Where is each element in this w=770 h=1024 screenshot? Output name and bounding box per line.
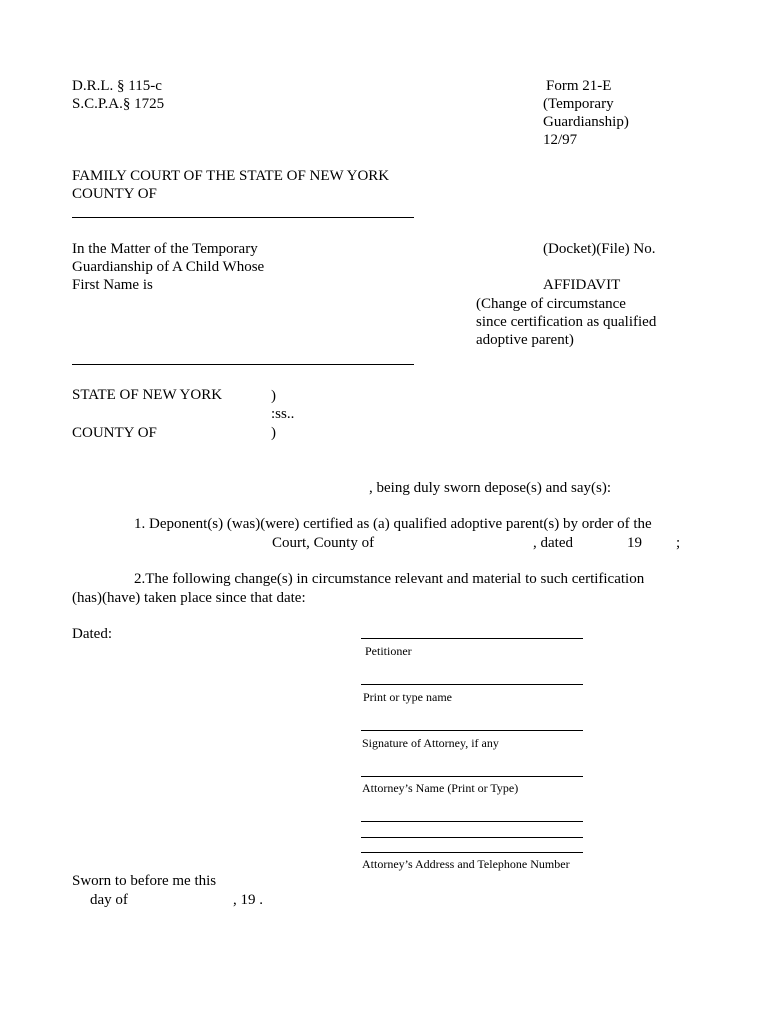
document-subtitle-line1: (Change of circumstance [476,296,626,312]
paragraph-1-year: 19 [627,535,642,551]
jurat-sworn: Sworn to before me this [72,873,217,889]
print-name-line [361,684,583,685]
print-name-label: Print or type name [363,690,452,704]
venue-county: COUNTY OF [72,425,157,441]
document-subtitle-line3: adoptive parent) [476,332,574,348]
paragraph-1-court: Court, County of [272,535,375,551]
jurat-day-of: day of [90,892,128,908]
matter-line1: In the Matter of the Temporary [72,241,258,257]
attorney-signature-label: Signature of Attorney, if any [362,736,499,750]
venue-ss: :ss.. [271,406,295,422]
docket-number-label: (Docket)(File) No. [543,241,656,257]
form-date: 12/97 [543,132,578,148]
form-type-line2: Guardianship) [543,114,629,130]
document-subtitle-line2: since certification as qualified [476,314,657,330]
paragraph-2-line2: (has)(have) taken place since that date: [72,590,306,606]
caption-rule [72,364,414,365]
attorney-address-label: Attorney’s Address and Telephone Number [362,857,570,871]
attorney-address-line1 [361,821,583,822]
petitioner-signature-line [361,638,583,639]
attorney-name-label: Attorney’s Name (Print or Type) [362,781,519,795]
petitioner-label: Petitioner [365,644,412,658]
venue-paren-close: ) [271,425,276,441]
attorney-address-line3 [361,852,583,853]
statute-drl: D.R.L. § 115-c [72,78,162,94]
jurat-year: , 19 . [233,892,263,908]
document-title: AFFIDAVIT [543,277,621,293]
matter-line2: Guardianship of A Child Whose [72,259,265,275]
court-county-label: COUNTY OF [72,186,157,202]
matter-line3: First Name is [72,277,153,293]
court-name: FAMILY COURT OF THE STATE OF NEW YORK [72,168,390,184]
venue-paren-open: ) [271,388,276,404]
form-type-line1: (Temporary [543,96,614,112]
paragraph-1-line1: 1. Deponent(s) (was)(were) certified as (a) qualified adoptive parent(s) by order of the [134,516,652,532]
attorney-name-line [361,776,583,777]
paragraph-1-dated: , dated [533,535,573,551]
form-number: Form 21-E [546,78,612,94]
paragraph-2-line1: 2.The following change(s) in circumstance relevant and material to such certification [134,571,645,587]
attorney-address-line2 [361,837,583,838]
venue-state: STATE OF NEW YORK [72,387,223,403]
sworn-intro: , being duly sworn depose(s) and say(s): [369,480,612,496]
statute-scpa: S.C.P.A.§ 1725 [72,96,165,112]
paragraph-1-end: ; [676,535,681,551]
attorney-signature-line [361,730,583,731]
county-rule [72,217,414,218]
dated-label: Dated: [72,626,112,642]
